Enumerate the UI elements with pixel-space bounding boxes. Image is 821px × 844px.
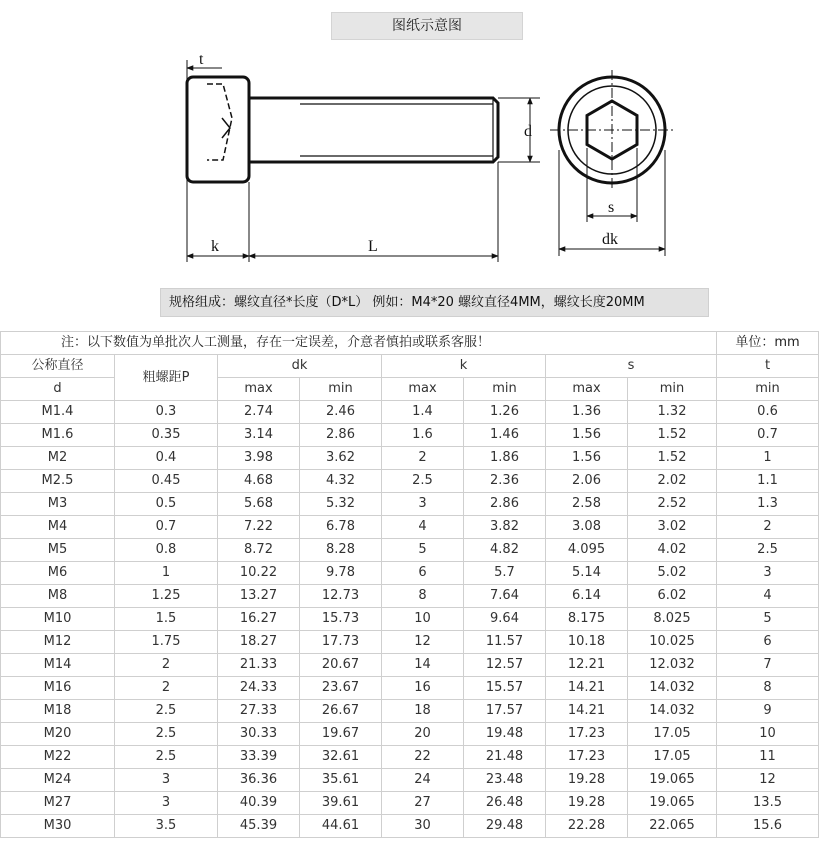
cell-k-min: 1.46 (464, 424, 546, 447)
cell-nominal: M30 (1, 815, 115, 838)
cell-t-min: 12 (717, 769, 819, 792)
cell-s-min: 12.032 (628, 654, 717, 677)
header-k-max: max (382, 378, 464, 401)
cell-k-max: 1.4 (382, 401, 464, 424)
cell-nominal: M2 (1, 447, 115, 470)
header-pitch: 粗螺距P (115, 355, 218, 401)
header-nominal-diameter: 公称直径 (1, 355, 115, 378)
cell-s-min: 2.02 (628, 470, 717, 493)
cell-k-min: 19.48 (464, 723, 546, 746)
cell-dk-max: 30.33 (218, 723, 300, 746)
cell-dk-max: 40.39 (218, 792, 300, 815)
table-row (1, 562, 819, 585)
cell-dk-max: 16.27 (218, 608, 300, 631)
table-row (1, 424, 819, 447)
cell-dk-max: 3.98 (218, 447, 300, 470)
cell-nominal: M2.5 (1, 470, 115, 493)
cell-nominal: M12 (1, 631, 115, 654)
cell-k-min: 29.48 (464, 815, 546, 838)
header-dk: dk (218, 355, 382, 378)
cell-t-min: 2 (717, 516, 819, 539)
cell-k-min: 1.26 (464, 401, 546, 424)
cell-dk-max: 5.68 (218, 493, 300, 516)
table-row (1, 493, 819, 516)
cell-pitch: 0.4 (115, 447, 218, 470)
cell-s-max: 17.23 (546, 746, 628, 769)
cell-dk-min: 9.78 (300, 562, 382, 585)
label-dk: dk (602, 231, 618, 248)
cell-t-min: 8 (717, 677, 819, 700)
cell-dk-min: 2.46 (300, 401, 382, 424)
cell-dk-min: 39.61 (300, 792, 382, 815)
header-dk-max: max (218, 378, 300, 401)
cell-k-min: 4.82 (464, 539, 546, 562)
cell-k-max: 2.5 (382, 470, 464, 493)
cell-k-max: 1.6 (382, 424, 464, 447)
cell-k-min: 21.48 (464, 746, 546, 769)
cell-t-min: 5 (717, 608, 819, 631)
cell-k-min: 2.86 (464, 493, 546, 516)
cell-pitch: 2.5 (115, 700, 218, 723)
cell-t-min: 0.7 (717, 424, 819, 447)
cell-s-min: 4.02 (628, 539, 717, 562)
cell-dk-max: 33.39 (218, 746, 300, 769)
cell-s-min: 19.065 (628, 792, 717, 815)
cell-dk-min: 8.28 (300, 539, 382, 562)
label-L: L (368, 238, 378, 255)
cell-pitch: 1 (115, 562, 218, 585)
cell-pitch: 1.5 (115, 608, 218, 631)
cell-k-min: 12.57 (464, 654, 546, 677)
cell-k-min: 1.86 (464, 447, 546, 470)
cell-t-min: 11 (717, 746, 819, 769)
cell-k-min: 7.64 (464, 585, 546, 608)
cell-k-max: 2 (382, 447, 464, 470)
cell-t-min: 3 (717, 562, 819, 585)
cell-k-min: 26.48 (464, 792, 546, 815)
spec-caption: 规格组成：螺纹直径*长度（D*L） 例如：M4*20 螺纹直径4MM，螺纹长度20MM (160, 288, 709, 317)
label-k: k (211, 238, 219, 255)
table-row (1, 677, 819, 700)
cell-nominal: M14 (1, 654, 115, 677)
cell-t-min: 1 (717, 447, 819, 470)
cell-dk-min: 26.67 (300, 700, 382, 723)
cell-s-max: 3.08 (546, 516, 628, 539)
cell-nominal: M1.6 (1, 424, 115, 447)
cell-nominal: M3 (1, 493, 115, 516)
cell-s-max: 19.28 (546, 792, 628, 815)
cell-dk-max: 13.27 (218, 585, 300, 608)
cell-dk-min: 15.73 (300, 608, 382, 631)
cell-dk-min: 17.73 (300, 631, 382, 654)
table-row (1, 631, 819, 654)
cell-nominal: M18 (1, 700, 115, 723)
cell-k-max: 12 (382, 631, 464, 654)
cell-s-max: 1.36 (546, 401, 628, 424)
cell-pitch: 2 (115, 677, 218, 700)
label-d: d (524, 123, 532, 140)
cell-nominal: M4 (1, 516, 115, 539)
cell-k-max: 30 (382, 815, 464, 838)
cell-dk-max: 36.36 (218, 769, 300, 792)
table-row (1, 723, 819, 746)
cell-k-min: 9.64 (464, 608, 546, 631)
table-row (1, 585, 819, 608)
cell-k-min: 11.57 (464, 631, 546, 654)
cell-nominal: M22 (1, 746, 115, 769)
cell-pitch: 1.25 (115, 585, 218, 608)
cell-dk-max: 24.33 (218, 677, 300, 700)
cell-s-min: 3.02 (628, 516, 717, 539)
cell-s-max: 22.28 (546, 815, 628, 838)
cell-k-max: 18 (382, 700, 464, 723)
header-dk-min: min (300, 378, 382, 401)
header-s-max: max (546, 378, 628, 401)
screw-drawing (0, 44, 821, 294)
cell-dk-max: 7.22 (218, 516, 300, 539)
cell-s-min: 1.52 (628, 424, 717, 447)
header-s: s (546, 355, 717, 378)
cell-k-max: 10 (382, 608, 464, 631)
cell-k-min: 15.57 (464, 677, 546, 700)
cell-k-min: 23.48 (464, 769, 546, 792)
cell-dk-min: 3.62 (300, 447, 382, 470)
cell-nominal: M24 (1, 769, 115, 792)
label-s: s (608, 199, 615, 216)
spec-table (0, 331, 819, 838)
cell-dk-min: 6.78 (300, 516, 382, 539)
cell-nominal: M1.4 (1, 401, 115, 424)
cell-dk-max: 8.72 (218, 539, 300, 562)
cell-s-min: 22.065 (628, 815, 717, 838)
cell-t-min: 13.5 (717, 792, 819, 815)
cell-s-min: 19.065 (628, 769, 717, 792)
cell-nominal: M6 (1, 562, 115, 585)
cell-t-min: 4 (717, 585, 819, 608)
cell-pitch: 2.5 (115, 746, 218, 769)
cell-s-min: 10.025 (628, 631, 717, 654)
table-row (1, 746, 819, 769)
cell-k-max: 14 (382, 654, 464, 677)
cell-s-min: 14.032 (628, 677, 717, 700)
table-row (1, 769, 819, 792)
table-row (1, 700, 819, 723)
cell-k-min: 3.82 (464, 516, 546, 539)
cell-dk-max: 3.14 (218, 424, 300, 447)
table-row (1, 815, 819, 838)
cell-t-min: 6 (717, 631, 819, 654)
cell-k-max: 22 (382, 746, 464, 769)
unit-label: 单位：mm (717, 332, 819, 355)
cell-s-min: 17.05 (628, 746, 717, 769)
cell-k-min: 17.57 (464, 700, 546, 723)
cell-t-min: 15.6 (717, 815, 819, 838)
cell-k-min: 2.36 (464, 470, 546, 493)
table-row (1, 401, 819, 424)
cell-nominal: M20 (1, 723, 115, 746)
cell-dk-max: 45.39 (218, 815, 300, 838)
cell-s-min: 6.02 (628, 585, 717, 608)
cell-s-min: 17.05 (628, 723, 717, 746)
cell-s-max: 17.23 (546, 723, 628, 746)
cell-s-min: 14.032 (628, 700, 717, 723)
cell-s-max: 2.58 (546, 493, 628, 516)
header-s-min: min (628, 378, 717, 401)
cell-dk-max: 21.33 (218, 654, 300, 677)
cell-s-min: 2.52 (628, 493, 717, 516)
cell-s-max: 5.14 (546, 562, 628, 585)
cell-t-min: 7 (717, 654, 819, 677)
measurement-note: 注：以下数值为单批次人工测量，存在一定误差，介意者慎拍或联系客服！ (1, 332, 717, 355)
header-k: k (382, 355, 546, 378)
cell-k-max: 8 (382, 585, 464, 608)
cell-nominal: M10 (1, 608, 115, 631)
header-d: d (1, 378, 115, 401)
cell-s-max: 1.56 (546, 424, 628, 447)
cell-s-min: 8.025 (628, 608, 717, 631)
cell-dk-max: 27.33 (218, 700, 300, 723)
cell-s-max: 2.06 (546, 470, 628, 493)
cell-k-max: 3 (382, 493, 464, 516)
table-row (1, 539, 819, 562)
cell-s-min: 1.52 (628, 447, 717, 470)
cell-pitch: 3.5 (115, 815, 218, 838)
cell-pitch: 3 (115, 769, 218, 792)
table-row (1, 608, 819, 631)
cell-k-max: 5 (382, 539, 464, 562)
cell-k-max: 4 (382, 516, 464, 539)
cell-s-max: 19.28 (546, 769, 628, 792)
cell-k-max: 24 (382, 769, 464, 792)
page-title: 图纸示意图 (331, 12, 523, 40)
cell-s-max: 6.14 (546, 585, 628, 608)
cell-dk-min: 4.32 (300, 470, 382, 493)
cell-dk-min: 32.61 (300, 746, 382, 769)
cell-t-min: 1.1 (717, 470, 819, 493)
cell-dk-min: 2.86 (300, 424, 382, 447)
cell-pitch: 0.35 (115, 424, 218, 447)
header-t-min: min (717, 378, 819, 401)
table-row (1, 654, 819, 677)
cell-dk-max: 10.22 (218, 562, 300, 585)
cell-k-max: 20 (382, 723, 464, 746)
cell-k-max: 6 (382, 562, 464, 585)
end-view (550, 70, 674, 256)
header-t: t (717, 355, 819, 378)
header-k-min: min (464, 378, 546, 401)
cell-pitch: 0.45 (115, 470, 218, 493)
cell-s-max: 1.56 (546, 447, 628, 470)
cell-nominal: M8 (1, 585, 115, 608)
cell-s-max: 4.095 (546, 539, 628, 562)
cell-dk-min: 35.61 (300, 769, 382, 792)
cell-dk-max: 18.27 (218, 631, 300, 654)
cell-k-min: 5.7 (464, 562, 546, 585)
cell-k-max: 27 (382, 792, 464, 815)
cell-pitch: 0.8 (115, 539, 218, 562)
cell-t-min: 10 (717, 723, 819, 746)
cell-pitch: 0.7 (115, 516, 218, 539)
cell-dk-min: 19.67 (300, 723, 382, 746)
cell-t-min: 2.5 (717, 539, 819, 562)
table-row (1, 792, 819, 815)
cell-s-min: 1.32 (628, 401, 717, 424)
cell-dk-min: 23.67 (300, 677, 382, 700)
cell-pitch: 2.5 (115, 723, 218, 746)
cell-s-max: 10.18 (546, 631, 628, 654)
cell-pitch: 3 (115, 792, 218, 815)
cell-s-max: 12.21 (546, 654, 628, 677)
cell-nominal: M27 (1, 792, 115, 815)
cell-s-max: 14.21 (546, 677, 628, 700)
cell-nominal: M16 (1, 677, 115, 700)
cell-pitch: 0.5 (115, 493, 218, 516)
cell-s-max: 8.175 (546, 608, 628, 631)
cell-dk-max: 4.68 (218, 470, 300, 493)
cell-t-min: 0.6 (717, 401, 819, 424)
cell-s-min: 5.02 (628, 562, 717, 585)
label-t: t (199, 51, 204, 68)
cell-t-min: 9 (717, 700, 819, 723)
cell-pitch: 0.3 (115, 401, 218, 424)
cell-dk-max: 2.74 (218, 401, 300, 424)
cell-dk-min: 12.73 (300, 585, 382, 608)
cell-pitch: 1.75 (115, 631, 218, 654)
cell-dk-min: 20.67 (300, 654, 382, 677)
cell-s-max: 14.21 (546, 700, 628, 723)
table-row (1, 470, 819, 493)
cell-pitch: 2 (115, 654, 218, 677)
cell-dk-min: 5.32 (300, 493, 382, 516)
cell-t-min: 1.3 (717, 493, 819, 516)
cell-dk-min: 44.61 (300, 815, 382, 838)
cell-nominal: M5 (1, 539, 115, 562)
cell-k-max: 16 (382, 677, 464, 700)
table-row (1, 447, 819, 470)
table-row (1, 516, 819, 539)
side-view (187, 60, 540, 262)
